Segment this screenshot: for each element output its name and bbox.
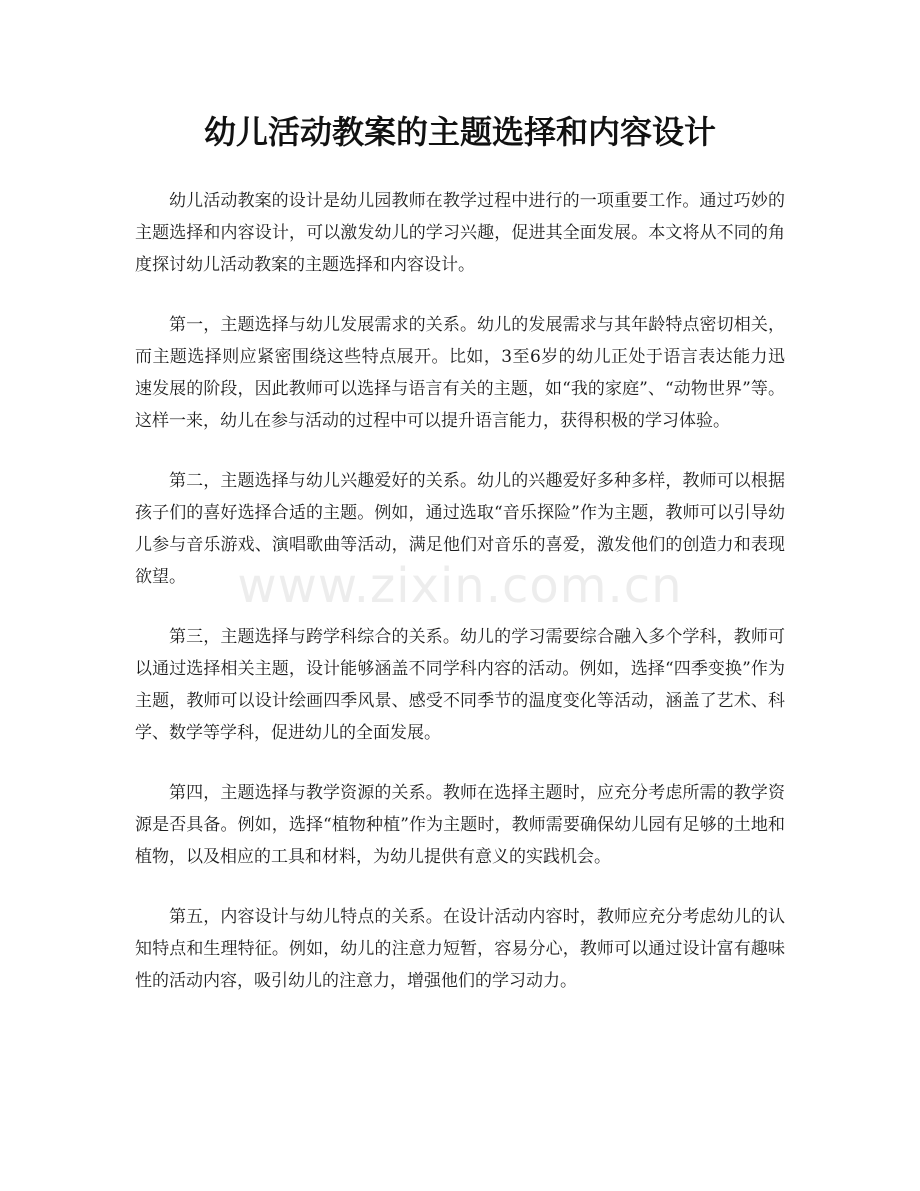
paragraph-first: 第一，主题选择与幼儿发展需求的关系。幼儿的发展需求与其年龄特点密切相关，而主题选择则应紧密围绕这些特点展开。比如，3至6岁的幼儿正处于语言表达能力迅速发展的阶段，因此教师可以选择与语言有关的主题，如“我的家庭”、“动物世界”等。这样一来，幼儿在参与活动的过程中可以提升语言能力，获得积极的学习体验。 [135,315,785,431]
paragraph-third: 第三，主题选择与跨学科综合的关系。幼儿的学习需要综合融入多个学科，教师可以通过选择相关主题，设计能够涵盖不同学科内容的活动。例如，选择“四季变换”作为主题，教师可以设计绘画四季风景、感受不同季节的温度变化等活动，涵盖了艺术、科学、数学等学科，促进幼儿的全面发展。 [135,627,785,743]
paragraph-second: 第二，主题选择与幼儿兴趣爱好的关系。幼儿的兴趣爱好多种多样，教师可以根据孩子们的喜好选择合适的主题。例如，通过选取“音乐探险”作为主题，教师可以引导幼儿参与音乐游戏、演唱歌曲等活动，满足他们对音乐的喜爱，激发他们的创造力和表现欲望。 [135,471,785,587]
document-title: 幼儿活动教案的主题选择和内容设计 [203,113,716,151]
paragraph-intro: 幼儿活动教案的设计是幼儿园教师在教学过程中进行的一项重要工作。通过巧妙的主题选择和内容设计，可以激发幼儿的学习兴趣，促进其全面发展。本文将从不同的角度探讨幼儿活动教案的主题选择和内容设计。 [135,191,785,275]
document-body [135,185,785,1025]
watermark: www.zixin.com.cn [237,558,683,614]
paragraph-fourth: 第四，主题选择与教学资源的关系。教师在选择主题时，应充分考虑所需的教学资源是否具备。例如，选择“植物种植”作为主题时，教师需要确保幼儿园有足够的土地和植物，以及相应的工具和材料，为幼儿提供有意义的实践机会。 [135,783,785,867]
paragraph-fifth: 第五，内容设计与幼儿特点的关系。在设计活动内容时，教师应充分考虑幼儿的认知特点和生理特征。例如，幼儿的注意力短暂，容易分心，教师可以通过设计富有趣味性的活动内容，吸引幼儿的注意力，增强他们的学习动力。 [135,907,785,991]
